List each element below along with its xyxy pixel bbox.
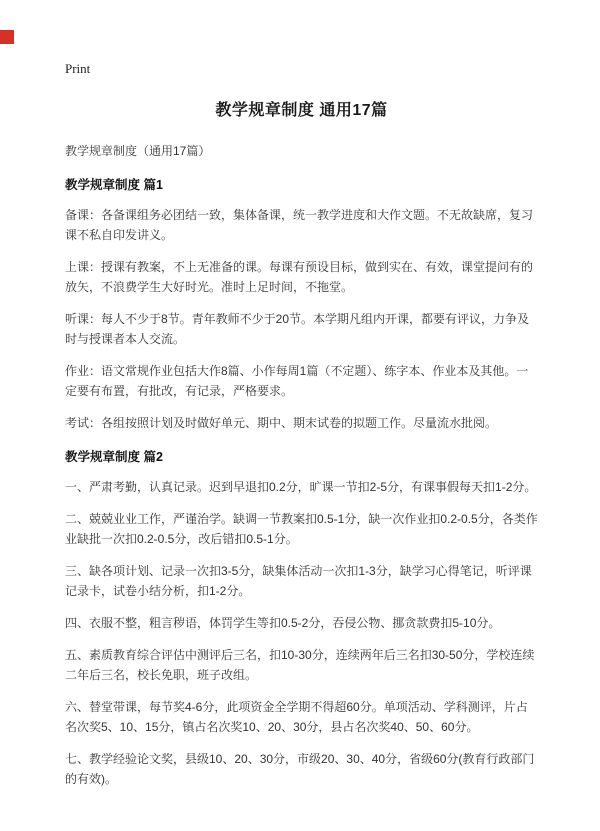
paragraph-rule-7: 七、教学经验论文奖，县级10、20、30分，市级20、30、40分，省级60分(教育行政部门的有效)。 xyxy=(65,752,535,786)
paragraph-beike: 备课：各备课组务必团结一致，集体备课，统一教学进度和大作文题。不无故缺席，复习课不私自印发讲义。 xyxy=(65,208,534,242)
document-title: 教学规章制度 通用17篇 xyxy=(215,102,388,119)
paragraph-tingke: 听课：每人不少于8节。青年教师不少于20节。本学期凡组内开课，都要有评议，力争及时与授课者本人交流。 xyxy=(65,312,530,346)
paragraph-rule-6: 六、替堂带课，每节奖4-6分，此项资金全学期不得超60分。单项活动、学科测评，片占名次奖5、10、15分，镇占名次奖10、20、30分，县占名次奖40、50、60分。 xyxy=(65,700,528,734)
paragraph-rule-1: 一、严肃考勤，认真记录。迟到早退扣0.2分，旷课一节扣2-5分，有课事假每天扣1-2分。 xyxy=(65,480,537,494)
paragraph-shangke: 上课：授课有教案，不上无准备的课。每课有预设目标，做到实在、有效，课堂提问有的放矢，不浪费学生大好时光。准时上足时间，不拖堂。 xyxy=(65,260,534,294)
paragraph-rule-5: 五、素质教育综合评估中测评后三名，扣10-30分，连续两年后三名扣30-50分，学校连续二年后三名，校长免职，班子改组。 xyxy=(65,648,535,682)
paragraph-rule-3: 三、缺各项计划、记录一次扣3-5分，缺集体活动一次扣1-3分，缺学习心得笔记，听评课记录卡，试卷小结分析，扣1-2分。 xyxy=(65,564,532,598)
paragraph-kaoshi: 考试：各组按照计划及时做好单元、期中、期末试卷的拟题工作。尽量流水批阅。 xyxy=(65,416,498,430)
red-corner-marker xyxy=(0,30,14,44)
paragraph-rule-4: 四、衣服不整，粗言秽语，体罚学生等扣0.5-2分，吞侵公物、挪贪款费扣5-10分。 xyxy=(65,616,501,630)
section-heading-1: 教学规章制度 篇1 xyxy=(65,178,163,192)
paragraph-rule-2: 二、兢兢业业工作，严谨治学。缺调一节教案扣0.5-1分，缺一次作业扣0.2-0.5分，各类作业缺批一次扣0.2-0.5分，改后错扣0.5-1分。 xyxy=(65,512,538,546)
section-heading-2: 教学规章制度 篇2 xyxy=(65,450,163,464)
document-subtitle: 教学规章制度（通用17篇） xyxy=(65,144,211,158)
paragraph-zuoye: 作业：语文常规作业包括大作8篇、小作每周1篇（不定题）、练字本、作业本及其他。一定要有布置，有批改，有记录，严格要求。 xyxy=(65,364,529,398)
print-link[interactable]: Print xyxy=(65,61,91,76)
